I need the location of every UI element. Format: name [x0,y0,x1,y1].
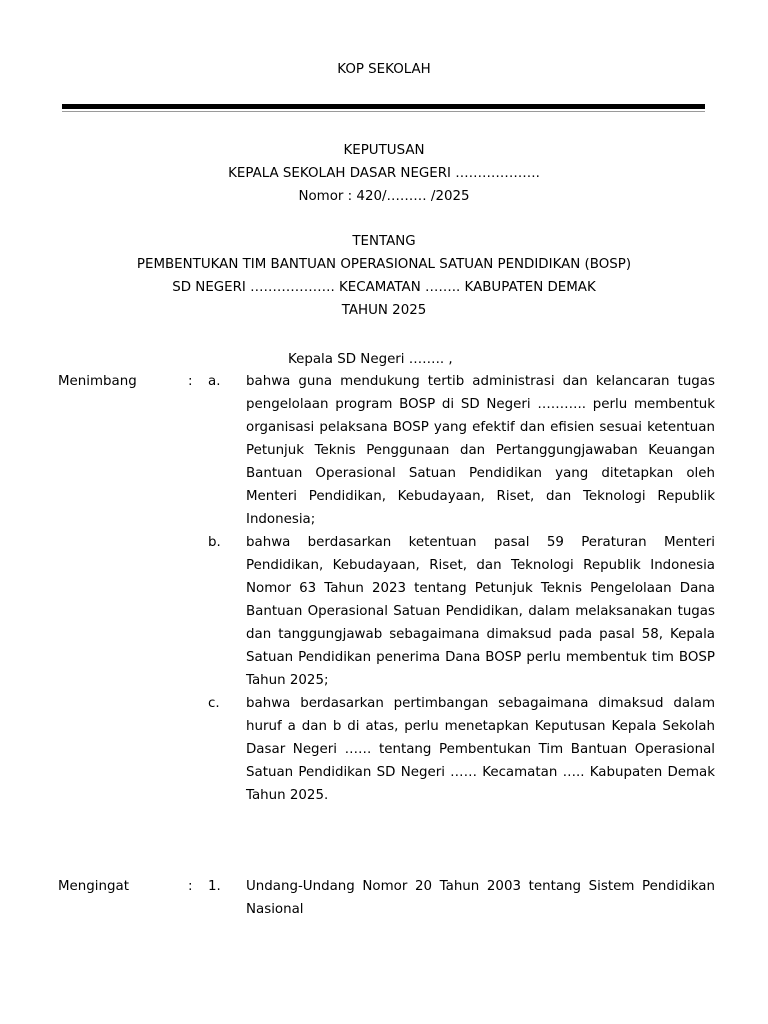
section-label: Menimbang [58,374,137,389]
subject-heading: TENTANG [352,234,416,249]
section-colon: : [188,879,193,894]
section-label: Mengingat [58,879,129,894]
menimbang-item [0,531,768,692]
decree-number: Nomor : 420/……… /2025 [298,189,470,204]
opening-line: Kepala SD Negeri …….. , [288,352,453,367]
menimbang-item [0,370,768,531]
subject-line-2: SD NEGERI ………………. KECAMATAN …….. KABUPATEN DEMAK [172,280,596,295]
item-text: bahwa berdasarkan pertimbangan sebagaimana dimaksud dalam huruf a dan b di atas, perlu menetapkan Keputusan Kepala Sekolah Dasar Negeri …… tentang Pembentukan Tim Bantuan Operasional Satuan Pendidikan SD Negeri …… Kecamatan ….. Kabupaten Demak Tahun 2025. [246,696,715,803]
item-marker: a. [208,374,221,389]
item-text: bahwa guna mendukung tertib administrasi dan kelancaran tugas pengelolaan program BOSP di SD Negeri ……….. perlu membentuk organisasi pelaksana BOSP yang efektif dan efisien sesuai ketentuan Petunjuk Teknis Penggunaan dan Pertanggungjawaban Keuangan Bantuan Operasional Satuan Pendidikan yang ditetapkan oleh Menteri Pendidikan, Kebudayaan, Riset, dan Teknologi Republik Indonesia; [246,374,715,527]
item-text: bahwa berdasarkan ketentuan pasal 59 Peraturan Menteri Pendidikan, Kebudayaan, Riset, dan Teknologi Republik Indonesia Nomor 63 Tahun 2023 tentang Petunjuk Teknis Pengelolaan Dana Bantuan Operasional Satuan Pendidikan, dalam melaksanakan tugas dan tanggungjawab sebagaimana dimaksud pada pasal 58, Kepala Satuan Pendidikan penerima Dana BOSP perlu membentuk tim BOSP Tahun 2025; [246,535,715,688]
decree-title [0,139,768,208]
subject-line-1: PEMBENTUKAN TIM BANTUAN OPERASIONAL SATUAN PENDIDIKAN (BOSP) [136,257,632,272]
decree-heading: KEPUTUSAN [343,143,425,158]
section-mengingat [0,875,768,921]
letterhead-title: KOP SEKOLAH [337,62,431,77]
item-marker: b. [208,535,221,550]
menimbang-item [0,692,768,807]
item-marker: 1. [208,879,221,894]
decree-subject [0,230,768,322]
item-marker: c. [208,696,220,711]
mengingat-item [0,875,768,921]
letterhead-rule-thin [62,111,705,112]
decree-issuer: KEPALA SEKOLAH DASAR NEGERI ………………. [228,166,540,181]
section-colon: : [188,374,193,389]
subject-year: TAHUN 2025 [341,303,427,318]
item-text: Undang-Undang Nomor 20 Tahun 2003 tentang Sistem Pendidikan Nasional [246,879,715,917]
section-menimbang [0,370,768,807]
letterhead-rule [62,104,705,109]
